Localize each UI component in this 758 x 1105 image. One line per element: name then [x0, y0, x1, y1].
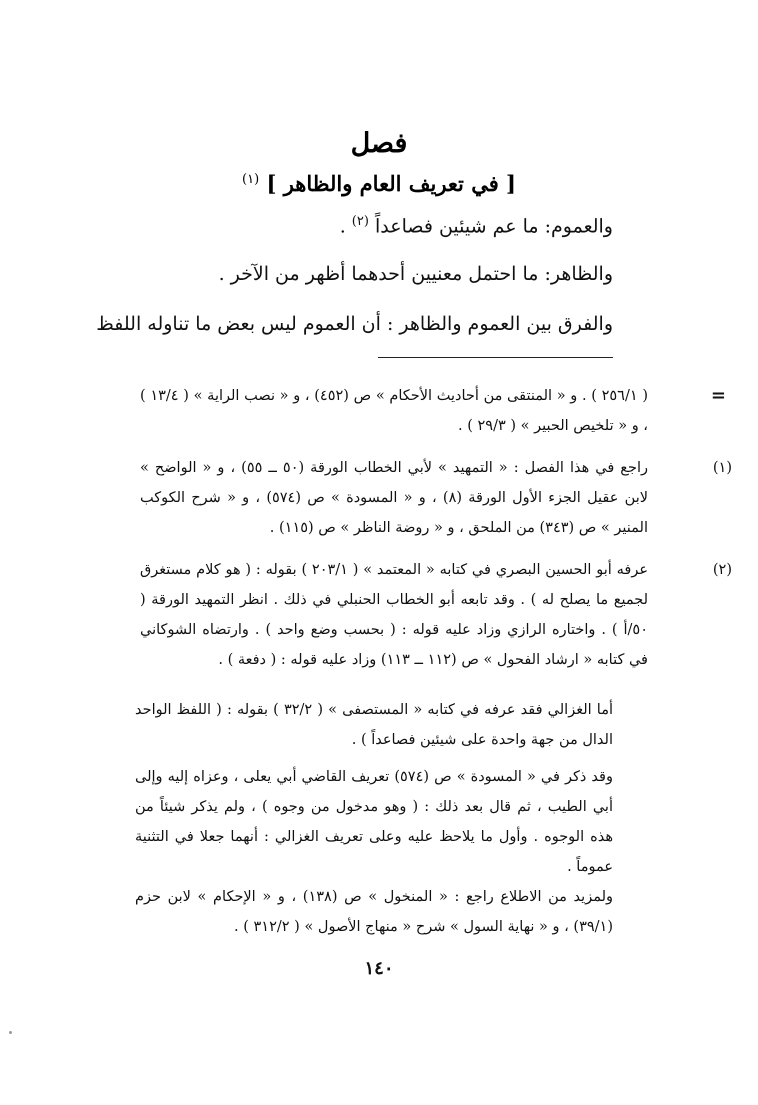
footnote-continued [140, 381, 648, 441]
continued-marker [666, 381, 726, 411]
footnote-1 [140, 453, 648, 543]
further-reading-paragraph [135, 882, 613, 942]
difference-line [96, 313, 613, 336]
page-number [0, 958, 758, 979]
section-subtitle [0, 171, 758, 196]
section-subtitle-text: [ في تعريف العام والظاهر ] [266, 171, 516, 196]
section-title-text: فصل [350, 128, 408, 159]
page-number-text: ١٤٠ [364, 958, 394, 979]
section-title [0, 128, 758, 159]
definition-general-text: والعموم: ما عم شيئين فصاعداً [374, 215, 613, 238]
footnote-2 [140, 555, 648, 675]
footnote-1-text: راجع في هذا الفصل : « التمهيد » لأبي الخطاب الورقة (٥٠ ــ ٥٥) ، و « الواضح » لابن عقيل الجزء الأول الورقة (٨) ، و « المسودة » ص (٥٧٤) ، و « شرح الكوكب المنير » ص (٣٤٣) من الملحق ، و « روضة الناظر » ص (١١٥) . [140, 460, 648, 536]
definition-general-end: . [339, 215, 346, 238]
ghazali-paragraph [135, 695, 613, 755]
further-reading-text: ولمزيد من الاطلاع راجع : « المنخول » ص (١٣٨) ، و « الإحكام » لابن حزم (٣٩/١) ، و « نهاية السول » شرح « منهاج الأصول » ( ٣١٢/٢ ) . [135, 889, 614, 935]
footnote-ref-1: (١) [242, 172, 260, 187]
footnote-2-number-text: (٢) [712, 562, 732, 578]
continued-marker-text: = [710, 385, 726, 406]
footnote-2-number [672, 555, 732, 585]
footnote-divider [378, 357, 613, 358]
difference-text: والفرق بين العموم والظاهر : أن العموم ليس بعض ما تناوله اللفظ [96, 313, 613, 335]
scan-speck [9, 1031, 12, 1034]
ghazali-paragraph-text: أما الغزالي فقد عرفه في كتابه « المستصفى » ( ٣٢/٢ ) بقوله : ( اللفظ الواحد الدال من جهة واحدة على شيئين فصاعداً ) . [135, 702, 613, 748]
musawwada-paragraph-text: وقد ذكر في « المسودة » ص (٥٧٤) تعريف القاضي أبي يعلى ، وعزاه إليه وإلى أبي الطيب ، ثم قال بعد ذلك : ( وهو مدخول من وجوه ) ، ولم يذكر شيئاً من هذه الوجوه . وأول ما يلاحظ عليه وعلى تعريف الغزالي : أنهما جعلا في التثنية عموماً . [135, 769, 613, 875]
definition-general [143, 214, 613, 238]
definition-apparent-text: والظاهر: ما احتمل معنيين أحدهما أظهر من الآخر . [218, 263, 613, 285]
definition-apparent [143, 263, 613, 286]
footnote-ref-2: (٢) [351, 214, 369, 229]
footnote-2-text: عرفه أبو الحسين البصري في كتابه « المعتمد » ( ٢٠٣/١ ) بقوله : ( هو كلام مستغرق لجميع ما يصلح له ) . وقد تابعه أبو الخطاب الحنبلي في ذلك . انظر التمهيد الورقة ( ٥٠/أ ) . واختاره الرازي وزاد عليه قوله : ( بحسب وضع واحد ) . وارتضاه الشوكاني في كتابه « ارشاد الفحول » ص (١١٢ ــ ١١٣) وزاد عليه قوله : ( دفعة ) . [140, 562, 648, 668]
footnote-1-number [672, 453, 732, 483]
footnote-1-number-text: (١) [712, 460, 732, 476]
musawwada-paragraph [135, 762, 613, 882]
footnote-continued-text: ( ٢٥٦/١ ) . و « المنتقى من أحاديث الأحكام » ص (٤٥٢) ، و « نصب الراية » ( ١٣/٤ ) ، و « تلخيص الحبير » ( ٢٩/٣ ) . [140, 388, 648, 434]
